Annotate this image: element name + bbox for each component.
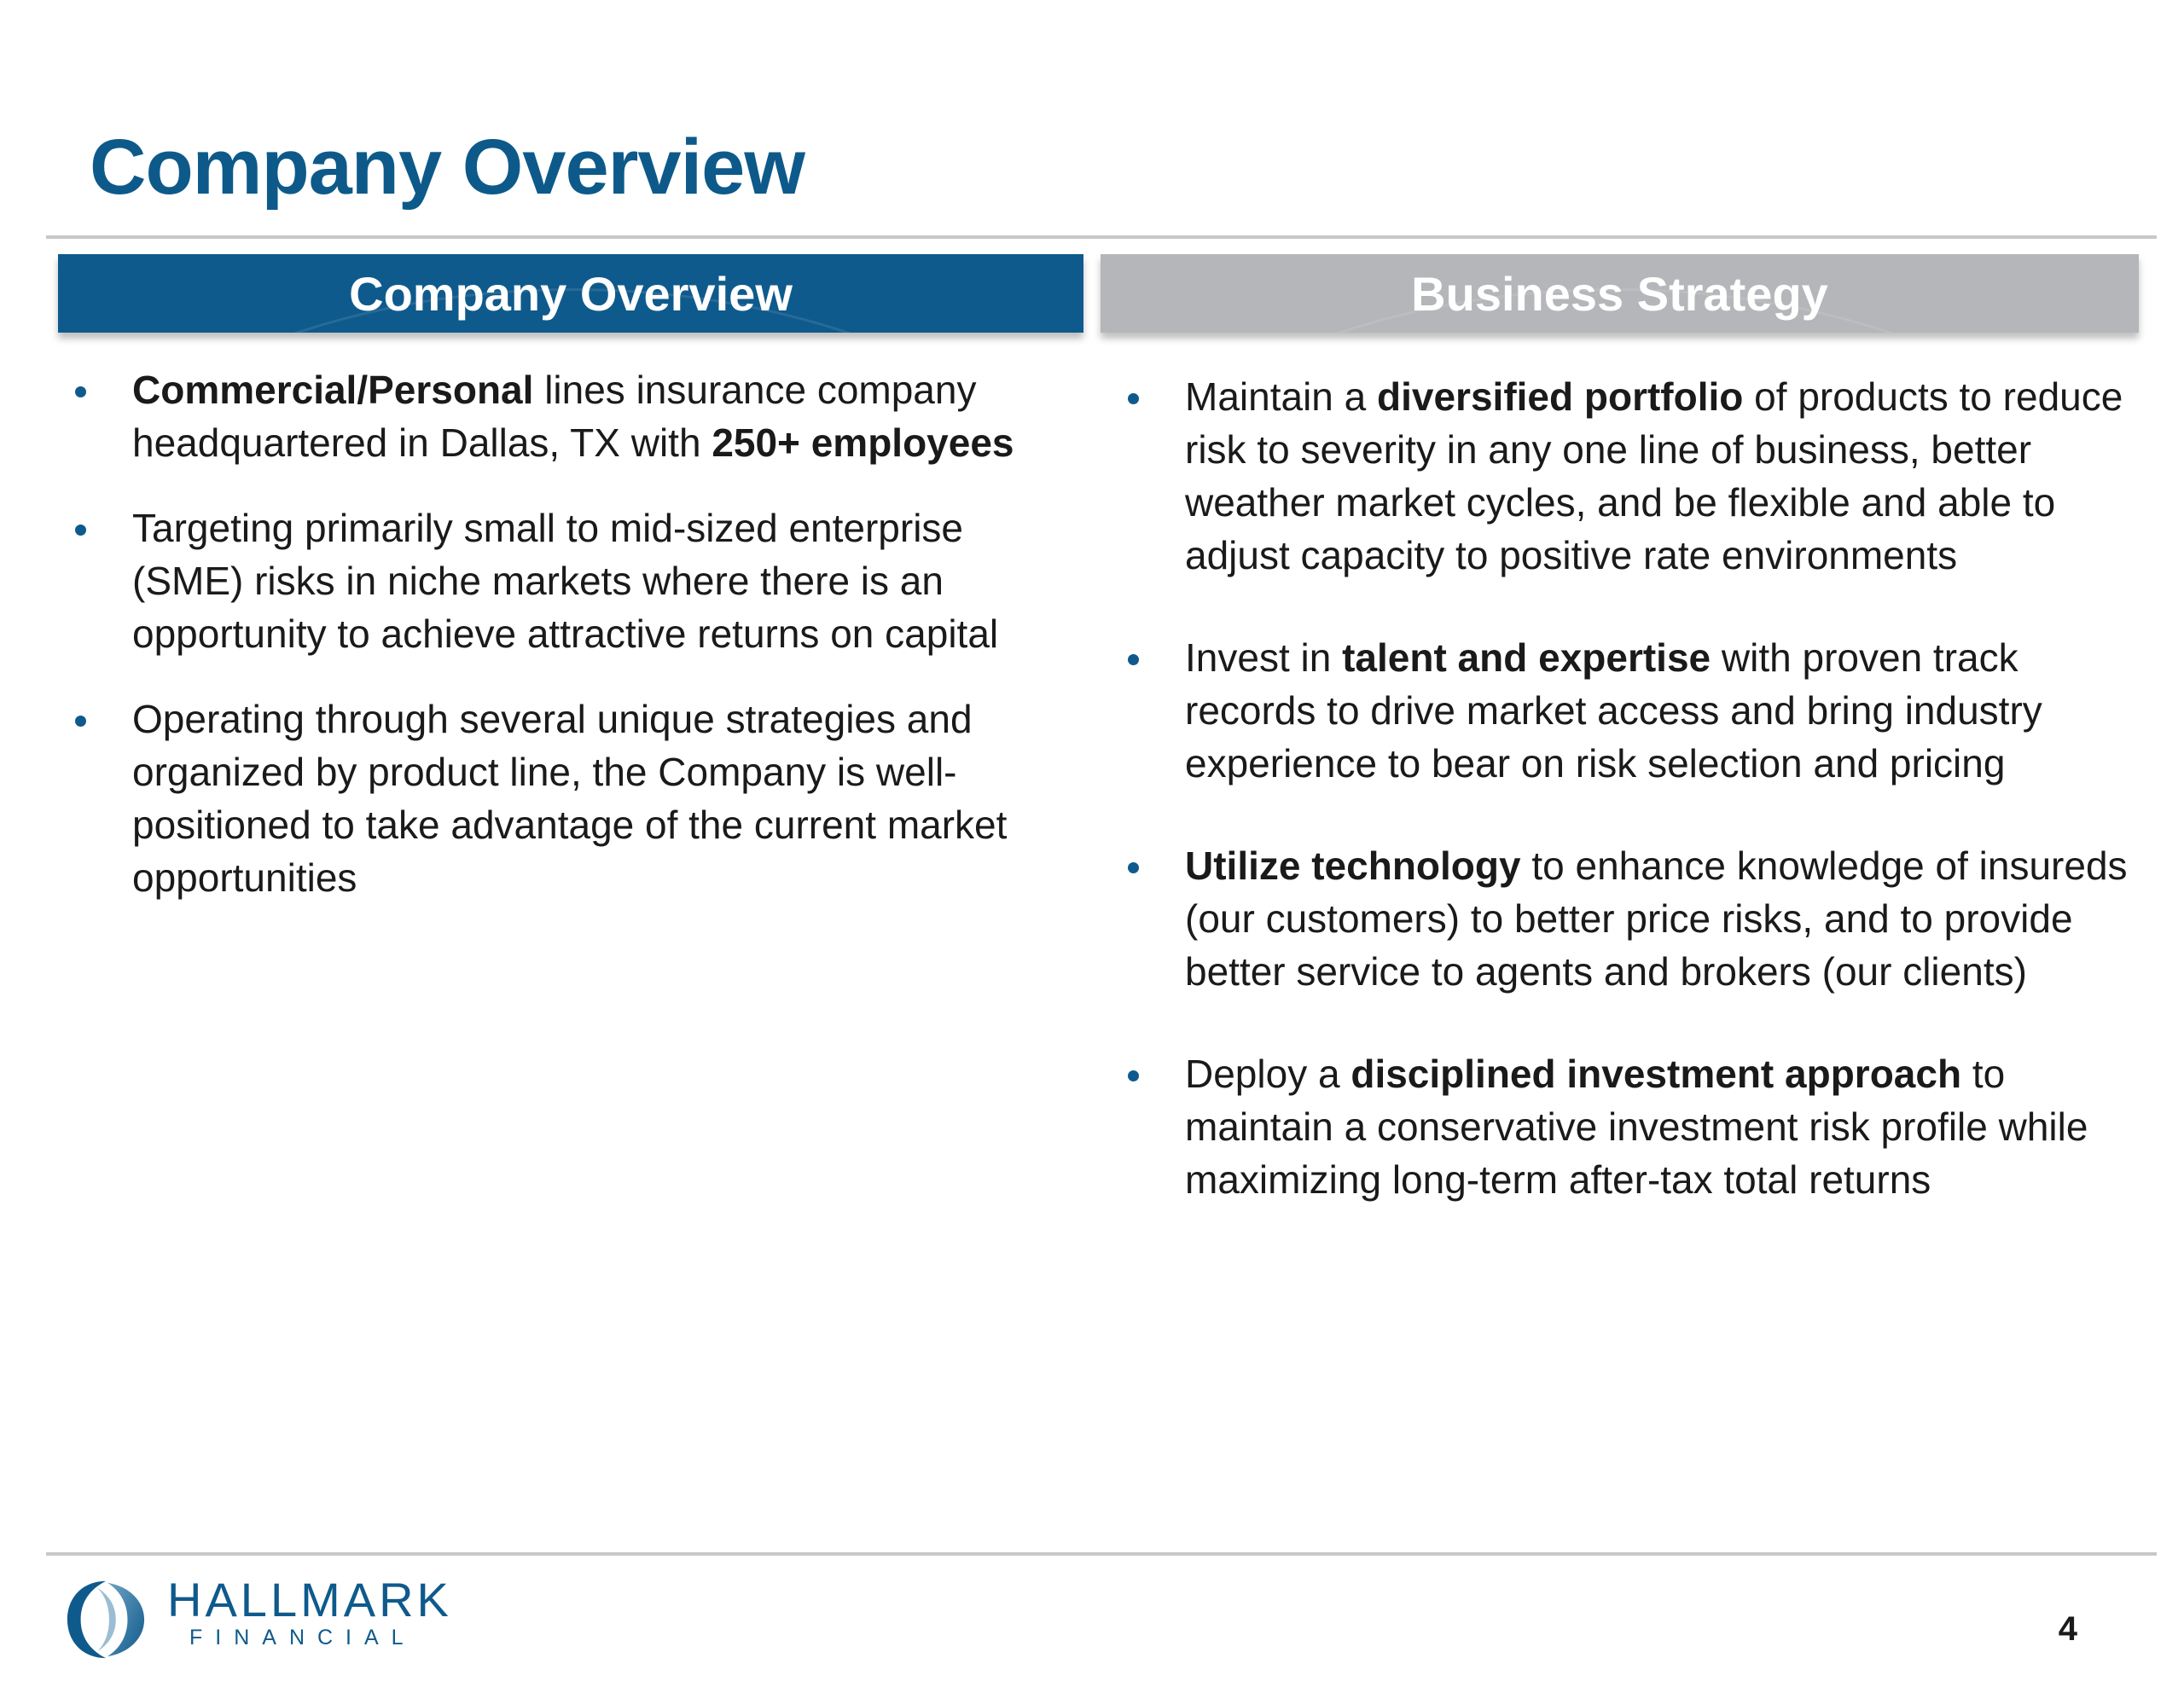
bottom-divider (46, 1552, 2157, 1556)
bullet-dot-icon (1128, 862, 1139, 873)
bullet-text: of products to reduce risk to severity in any one line of business, better weather market cycles, and be flexible and able to adjust capacity to positive rate environments (1185, 374, 2123, 577)
bullet-text: to enhance knowledge of insureds (our customers) to better price risks, and to provide better service to agents and brokers (our clients) (1185, 844, 2128, 994)
company-overview-header-label: Company Overview (349, 266, 793, 321)
business-strategy-list (1121, 370, 2136, 1255)
bullet-emphasis: disciplined investment approach (1350, 1052, 1962, 1096)
bullet-item (68, 693, 1075, 904)
bullet-emphasis: 250+ employees (712, 420, 1014, 465)
bullet-text: Operating through several unique strategies and organized by product line, the Company is well-positioned to take advantage of the current market opportunities (132, 697, 1008, 900)
logo-subtitle: FINANCIAL (189, 1626, 416, 1649)
logo-wordmark: HALLMARK (167, 1573, 452, 1626)
bullet-dot-icon (75, 716, 86, 727)
bullet-dot-icon (75, 525, 86, 536)
bullet-text: to maintain a conservative investment risk profile while maximizing long-term after-tax total returns (1185, 1052, 2088, 1202)
company-overview-header (58, 254, 1083, 333)
top-divider (46, 235, 2157, 239)
page-number: 4 (2058, 1610, 2077, 1648)
business-strategy-header-label: Business Strategy (1411, 266, 1828, 321)
page-title: Company Overview (90, 124, 804, 211)
bullet-item (68, 501, 1075, 660)
bullet-emphasis: Commercial/Personal (132, 368, 534, 412)
bullet-item (1121, 1047, 2136, 1206)
business-strategy-header (1101, 254, 2139, 333)
bullet-text: Invest in (1185, 635, 1343, 680)
bullet-emphasis: talent and expertise (1342, 635, 1711, 680)
bullet-item (68, 363, 1075, 469)
bullet-text: lines insurance company headquartered in Dallas, TX with (132, 368, 977, 465)
bullet-emphasis: diversified portfolio (1377, 374, 1744, 419)
bullet-dot-icon (1128, 654, 1139, 665)
company-overview-list (68, 363, 1075, 936)
bullet-item (1121, 839, 2136, 998)
bullet-dot-icon (1128, 393, 1139, 404)
bullet-dot-icon (75, 386, 86, 397)
bullet-item (1121, 631, 2136, 790)
bullet-emphasis: Utilize technology (1185, 844, 1521, 888)
bullet-item (1121, 370, 2136, 582)
bullet-text: Targeting primarily small to mid-sized enterprise (SME) risks in niche markets where there is an opportunity to achieve attractive returns on capital (132, 506, 999, 656)
bullet-dot-icon (1128, 1070, 1139, 1081)
hallmark-logo-icon (61, 1578, 150, 1661)
bullet-text: Maintain a (1185, 374, 1378, 419)
bullet-text: with proven track records to drive market access and bring industry experience to bear on risk selection and pricing (1185, 635, 2042, 786)
hallmark-financial-logo (61, 1574, 471, 1663)
bullet-text: Deploy a (1185, 1052, 1351, 1096)
